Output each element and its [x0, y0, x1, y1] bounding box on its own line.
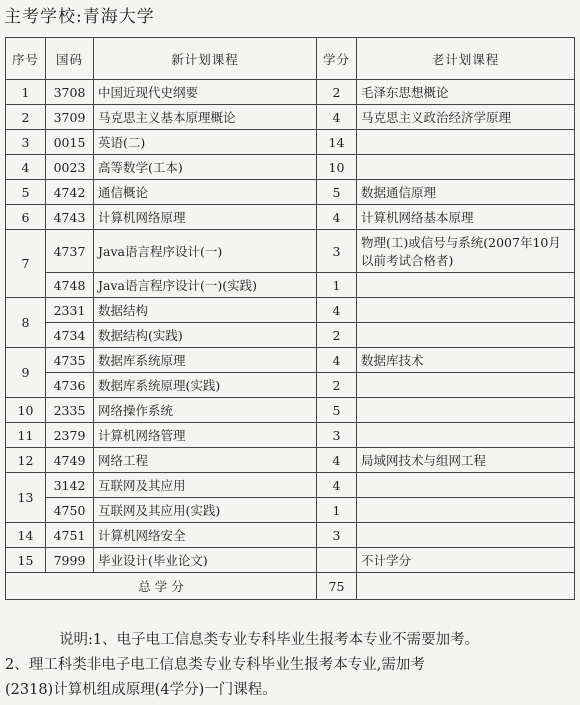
table-row: [6, 298, 575, 323]
row-old-course: 局域网技术与组网工程: [357, 448, 575, 473]
table-row: [6, 273, 575, 298]
row-seq: 11: [6, 423, 46, 448]
row-code: 7999: [46, 548, 94, 573]
row-course: Java语言程序设计(一)(实践): [94, 273, 317, 298]
row-code: 2379: [46, 423, 94, 448]
row-credits: 1: [317, 498, 357, 523]
row-seq: 8: [6, 298, 46, 348]
row-seq: 4: [6, 155, 46, 180]
row-credits: 4: [317, 473, 357, 498]
row-course: 互联网及其应用(实践): [94, 498, 317, 523]
row-credits: 3: [317, 523, 357, 548]
row-code: 4749: [46, 448, 94, 473]
header-old-course: 老计划课程: [357, 38, 575, 80]
row-credits: 4: [317, 298, 357, 323]
row-old-course: [357, 130, 575, 155]
row-credits: 3: [317, 423, 357, 448]
row-course: 互联网及其应用: [94, 473, 317, 498]
row-old-course: [357, 155, 575, 180]
row-seq: 10: [6, 398, 46, 423]
row-old-course: [357, 323, 575, 348]
row-course: 计算机网络原理: [94, 205, 317, 230]
row-old-course: [357, 273, 575, 298]
row-code: 3708: [46, 80, 94, 105]
row-code: 0023: [46, 155, 94, 180]
table-row: [6, 398, 575, 423]
row-old-course: [357, 398, 575, 423]
row-credits: 2: [317, 323, 357, 348]
row-course: 毕业设计(毕业论文): [94, 548, 317, 573]
row-code: 3709: [46, 105, 94, 130]
row-credits: 4: [317, 105, 357, 130]
table-header-row: [6, 38, 575, 80]
row-seq: 6: [6, 205, 46, 230]
table-row: [6, 130, 575, 155]
table-row: [6, 348, 575, 373]
row-credits: 2: [317, 373, 357, 398]
header-code: 国码: [46, 38, 94, 80]
row-course: 数据库系统原理: [94, 348, 317, 373]
row-credits: 3: [317, 230, 357, 273]
row-course: 网络工程: [94, 448, 317, 473]
row-old-course: [357, 473, 575, 498]
total-label: 总 学 分: [6, 573, 317, 600]
row-old-course: [357, 523, 575, 548]
row-course: 数据库系统原理(实践): [94, 373, 317, 398]
row-old-course: [357, 498, 575, 523]
row-old-course: [357, 373, 575, 398]
row-code: 4737: [46, 230, 94, 273]
table-row: [6, 180, 575, 205]
course-plan-table: [5, 37, 575, 600]
header-new-course: 新计划课程: [94, 38, 317, 80]
table-row: [6, 230, 575, 273]
row-course: 通信概论: [94, 180, 317, 205]
row-code: 4735: [46, 348, 94, 373]
table-row: [6, 373, 575, 398]
table-row: [6, 80, 575, 105]
total-old-empty: [357, 573, 575, 600]
row-seq: 9: [6, 348, 46, 398]
row-code: 2331: [46, 298, 94, 323]
row-old-course: 数据通信原理: [357, 180, 575, 205]
row-code: 4734: [46, 323, 94, 348]
row-credits: [317, 548, 357, 573]
table-row: [6, 155, 575, 180]
row-course: 数据结构: [94, 298, 317, 323]
row-credits: 10: [317, 155, 357, 180]
row-seq: 15: [6, 548, 46, 573]
row-course: 高等数学(工本): [94, 155, 317, 180]
school-header: [4, 2, 155, 27]
note-line-3: (2318)计算机组成原理(4学分)一门课程。: [5, 682, 277, 698]
row-course: 马克思主义基本原理概论: [94, 105, 317, 130]
row-seq: 2: [6, 105, 46, 130]
table-body: [6, 80, 575, 573]
row-old-course: 数据库技术: [357, 348, 575, 373]
table-row: [6, 105, 575, 130]
row-seq: 3: [6, 130, 46, 155]
row-code: 0015: [46, 130, 94, 155]
header-seq: 序号: [6, 38, 46, 80]
row-course: 中国近现代史纲要: [94, 80, 317, 105]
row-credits: 14: [317, 130, 357, 155]
row-old-course: 物理(工)或信号与系统(2007年10月以前考试合格者): [357, 230, 575, 273]
row-credits: 4: [317, 205, 357, 230]
total-value: 75: [317, 573, 357, 600]
table-row: [6, 205, 575, 230]
table-row: [6, 548, 575, 573]
row-old-course: 马克思主义政治经济学原理: [357, 105, 575, 130]
note-line-2: 2、理工科类非电子电工信息类专业专科毕业生报考本专业,需加考: [5, 657, 425, 673]
row-seq: 5: [6, 180, 46, 205]
row-old-course: [357, 423, 575, 448]
row-code: 3142: [46, 473, 94, 498]
row-code: 4736: [46, 373, 94, 398]
header-credits: 学分: [317, 38, 357, 80]
row-credits: 4: [317, 348, 357, 373]
row-course: 计算机网络管理: [94, 423, 317, 448]
row-code: 4743: [46, 205, 94, 230]
row-course: 网络操作系统: [94, 398, 317, 423]
notes: [5, 628, 577, 703]
row-credits: 4: [317, 448, 357, 473]
row-old-course: 不计学分: [357, 548, 575, 573]
row-credits: 2: [317, 80, 357, 105]
row-course: 数据结构(实践): [94, 323, 317, 348]
row-code: 4750: [46, 498, 94, 523]
row-course: 计算机网络安全: [94, 523, 317, 548]
table-row: [6, 448, 575, 473]
school-name: 青海大学: [82, 7, 155, 27]
row-code: 4742: [46, 180, 94, 205]
row-credits: 5: [317, 180, 357, 205]
row-code: 2335: [46, 398, 94, 423]
total-row: [6, 573, 575, 600]
row-seq: 13: [6, 473, 46, 523]
row-seq: 1: [6, 80, 46, 105]
row-old-course: 计算机网络基本原理: [357, 205, 575, 230]
table-row: [6, 498, 575, 523]
row-credits: 1: [317, 273, 357, 298]
note-line-1: 说明:1、电子电工信息类专业专科毕业生报考本专业不需要加考。: [59, 632, 480, 648]
row-seq: 12: [6, 448, 46, 473]
table-row: [6, 423, 575, 448]
table-row: [6, 523, 575, 548]
row-seq: 7: [6, 230, 46, 298]
row-course: Java语言程序设计(一): [94, 230, 317, 273]
school-label: 主考学校:: [4, 7, 83, 27]
table-row: [6, 323, 575, 348]
row-old-course: [357, 298, 575, 323]
row-credits: 5: [317, 398, 357, 423]
row-code: 4748: [46, 273, 94, 298]
row-old-course: 毛泽东思想概论: [357, 80, 575, 105]
row-course: 英语(二): [94, 130, 317, 155]
table-row: [6, 473, 575, 498]
row-seq: 14: [6, 523, 46, 548]
row-code: 4751: [46, 523, 94, 548]
